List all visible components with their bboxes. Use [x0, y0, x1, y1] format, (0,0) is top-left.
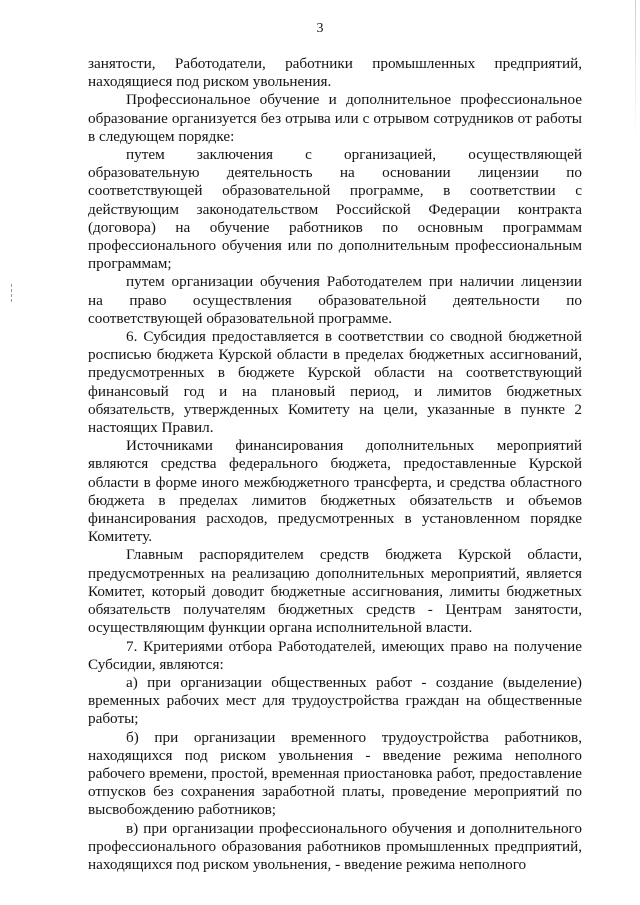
paragraph-contract-method: путем заключения с организацией, осуществляющей образовательную деятельность на основании лицензии по соответствующей образовательной программе, в соответствии с действующим законодательством Российской Федерации контракта (договора) на обучение работников по основным программам профессионального обучения или по дополнительным профессиональным программам; [88, 146, 582, 273]
paragraph-criterion-b: б) при организации временного трудоустройства работников, находящихся под риском увольнения - введение режима неполного рабочего времени, простой, временная приостановка работ, предоставление отпусков без сохранения заработной платы, проведение мероприятий по высвобождению работников; [88, 728, 582, 819]
paragraph-continuation: занятости, Работодатели, работники промышленных предприятий, находящиеся под риском увольнения. [88, 55, 582, 91]
paragraph-clause-7: 7. Критериями отбора Работодателей, имеющих право на получение Субсидии, являются: [88, 637, 582, 673]
scan-edge-shadow [635, 0, 636, 140]
paragraph-main-administrator: Главным распорядителем средств бюджета Курской области, предусмотренных на реализацию дополнительных мероприятий, является Комитет, который доводит бюджетные ассигнования, лимиты бюджетных обязательств получателям бюджетных средств - Центрам занятости, осуществляющим функции органа исполнительной власти. [88, 546, 582, 637]
paragraph-training-order: Профессиональное обучение и дополнительное профессиональное образование организуется без отрыва или с отрывом сотрудников от работы в следующем порядке: [88, 91, 582, 145]
margin-scan-mark [11, 284, 13, 302]
document-body [88, 55, 582, 874]
paragraph-criterion-c: в) при организации профессионального обучения и дополнительного профессионального образования работников промышленных предприятий, находящихся под риском увольнения, - введение режима неполного [88, 819, 582, 873]
paragraph-criterion-a: а) при организации общественных работ - создание (выделение) временных рабочих мест для трудоустройства граждан на общественные работы; [88, 673, 582, 728]
paragraph-employer-training-method: путем организации обучения Работодателем при наличии лицензии на право осуществления образовательной деятельности по соответствующей образовательной программе. [88, 273, 582, 327]
page-number: 3 [316, 21, 324, 36]
paragraph-clause-6: 6. Субсидия предоставляется в соответствии со сводной бюджетной росписью бюджета Курской области в пределах бюджетных ассигнований, предусмотренных в бюджете Курской области на соответствующий финансовый год и на плановый период, и лимитов бюджетных обязательств, утвержденных Комитету на цели, указанные в пункте 2 настоящих Правил. [88, 328, 582, 437]
paragraph-funding-sources: Источниками финансирования дополнительных мероприятий являются средства федерального бюджета, предоставленные Курской области в форме иного межбюджетного трансферта, и средства областного бюджета в пределах лимитов бюджетных обязательств и объемов финансирования расходов, предусмотренных в установленном порядке Комитету. [88, 437, 582, 546]
